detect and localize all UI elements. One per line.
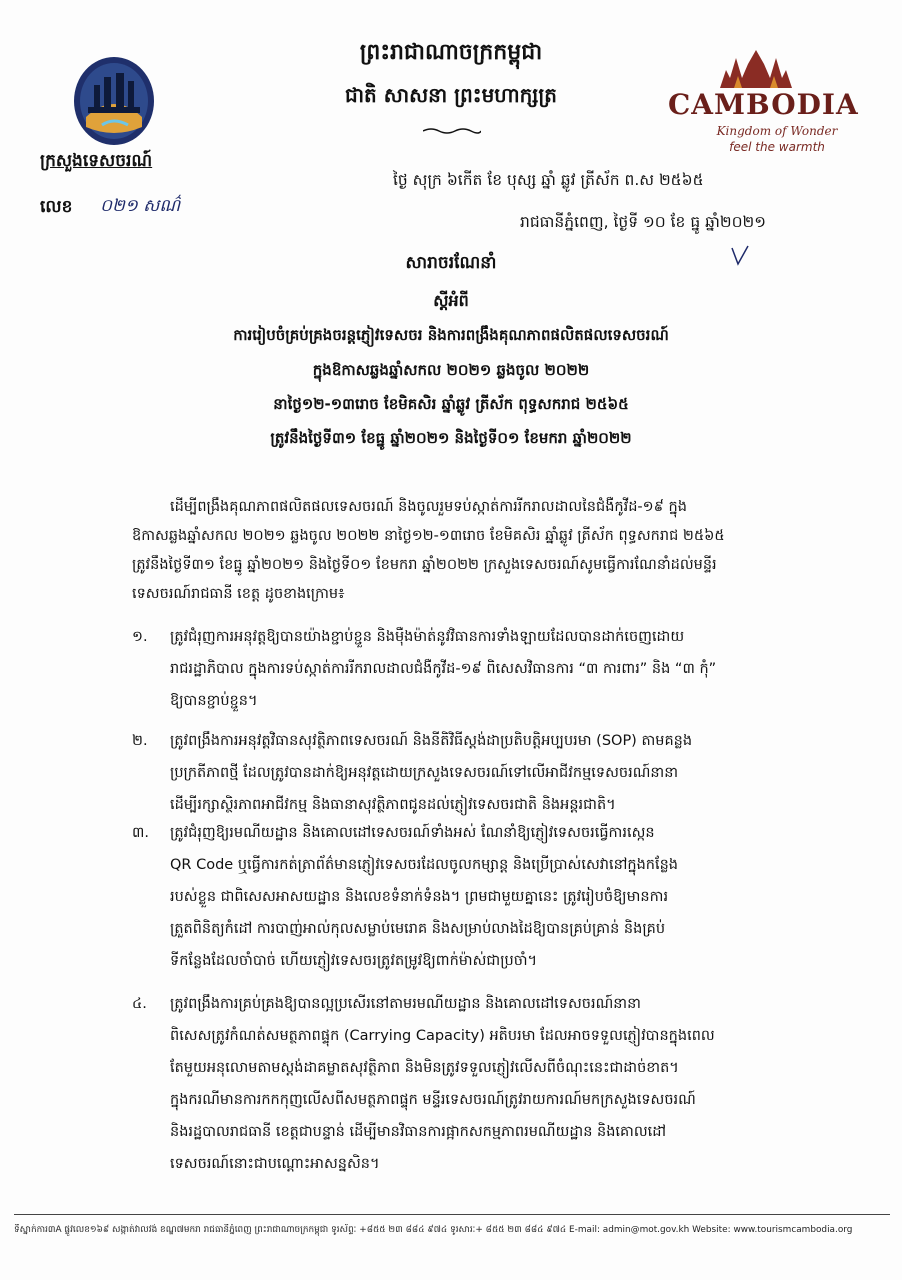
subject-line-3: នាថ្ងៃ១២-១៣រោច ខែមិគសិរ ឆ្នាំឆ្លូវ ត្រីស័ក ពុទ្ធសករាជ ២៥៦៥ xyxy=(273,395,629,413)
intro-line: ដើម្បីពង្រឹងគុណភាពផលិតផលទេសចរណ៍ និងចូលរួមទប់ស្កាត់ការរីករាលដាលនៃជំងឺកូវីដ-១៩ ក្នុង xyxy=(170,499,687,515)
item-line: ដើម្បីរក្សាស្ថិរភាពអាជីវកម្ម និងធានាសុវត្ថិភាពជូនដល់ភ្ញៀវទេសចរជាតិ និងអន្តរជាតិ។ xyxy=(170,797,616,813)
item-line: ទីកន្លែងដែលចាំបាច់ ហើយភ្ញៀវទេសចរត្រូវតម្រូវឱ្យពាក់ម៉ាស់ជាប្រចាំ។ xyxy=(170,953,538,969)
item-line: តែមួយអនុលោមតាមស្តង់ដាគម្លាតសុវត្ថិភាព និងមិនត្រូវទទួលភ្ញៀវលើសពីចំណុះនេះជាដាច់ខាត។ xyxy=(170,1060,679,1076)
letter-number-label: លេខ xyxy=(40,197,73,217)
brand-slogan: feel the warmth xyxy=(729,140,825,154)
item-line: ត្រូវពង្រឹងការអនុវត្តវិធានសុវត្ថិភាពទេសចរណ៍ និងនីតិវិធីស្តង់ដាប្រតិបត្តិអប្បបរមា (SOP) តាមគន្លង xyxy=(170,733,693,749)
intro-line: ទេសចរណ៍រាជធានី ខេត្ត ដូចខាងក្រោម៖ xyxy=(132,586,345,602)
letter-number-value: ០២១ សណ៌ xyxy=(100,196,181,216)
item-line: របស់ខ្លួន ជាពិសេសអាសយដ្ឋាន និងលេខទំនាក់ទំនង។ ព្រមជាមួយគ្នានេះ ត្រូវរៀបចំឱ្យមានការ xyxy=(170,889,669,905)
item-line: ក្នុងករណីមានការកកកុញលើសពីសមត្ថភាពផ្ទុក មន្ទីរទេសចរណ៍ត្រូវរាយការណ៍មកក្រសួងទេសចរណ៍ xyxy=(170,1092,696,1108)
document-type: សារាចរណែនាំ xyxy=(405,253,497,273)
item-number: ១. xyxy=(132,629,148,645)
item-line: ឱ្យបានខ្ជាប់ខ្ជួន។ xyxy=(170,693,258,709)
place-date: រាជធានីភ្នំពេញ, ថ្ងៃទី ១០ ខែ ធ្នូ ឆ្នាំ២០២១ xyxy=(520,213,767,231)
item-number: ២. xyxy=(132,733,148,749)
ministry-name: ក្រសួងទេសចរណ៍ xyxy=(40,151,153,171)
subject-line-2: ក្នុងឱកាសឆ្លងឆ្នាំសកល ២០២១ ឆ្លងចូល ២០២២ xyxy=(312,361,590,379)
item-number: ៤. xyxy=(132,996,147,1012)
item-line: ប្រក្រតីភាពថ្មី ដែលត្រូវបានដាក់ឱ្យអនុវត្តដោយក្រសួងទេសចរណ៍ទៅលើអាជីវកម្មទេសចរណ៍នានា xyxy=(170,765,679,781)
subject-label: ស្តីអំពី xyxy=(433,291,469,310)
footer-divider xyxy=(14,1214,890,1215)
brand-name: CAMBODIA xyxy=(668,88,859,121)
item-line: QR Code ឬធ្វើការកត់ត្រាព័ត៌មានភ្ញៀវទេសចរដែលចូលកម្សាន្ត និងប្រើប្រាស់សេវានៅក្នុងកន្លែង xyxy=(170,857,679,873)
item-line: ត្រួតពិនិត្យកំដៅ ការបាញ់អាល់កុលសម្លាប់មេរោគ និងសម្រាប់លាងដៃឱ្យបានគ្រប់គ្រាន់ និងគ្រប់ xyxy=(170,921,666,937)
brand-tagline: Kingdom of Wonder xyxy=(716,124,838,138)
national-motto: ជាតិ សាសនា ព្រះមហាក្សត្រ xyxy=(345,83,557,107)
footer-contact: ទីស្នាក់ការ៣A ផ្លូវលេខ១៦៩ សង្កាត់វាលវង់ ខណ្ឌ៧មករា រាជធានីភ្នំពេញ ព្រះរាជាណាចក្រកម្ពុជា ទូរស័ព្ទៈ +៨៥៥ ២៣ ៨៨៤ ៩៧៤ ទូរសារៈ+ ៨៥៥ ២៣ ៨៨៤ ៩៧៤ E-mail: admin@mot.gov.kh Website: www.tourismcambodia.org xyxy=(14,1225,853,1235)
item-line: ទេសចរណ៍នោះជាបណ្តោះអាសន្នសិន។ xyxy=(170,1156,380,1172)
lunar-date: ថ្ងៃ សុក្រ ៦កើត ខែ បុស្ស ឆ្នាំ ឆ្លូវ ត្រីស័ក ព.ស ២៥៦៥ xyxy=(393,171,704,189)
item-line: ត្រូវជំរុញឱ្យរមណីយដ្ឋាន និងគោលដៅទេសចរណ៍ទាំងអស់ ណែនាំឱ្យភ្ញៀវទេសចរធ្វើការស្កេន xyxy=(170,825,655,841)
item-line: រាជរដ្ឋាភិបាល ក្នុងការទប់ស្កាត់ការរីករាលដាលជំងឺកូវីដ-១៩ ពិសេសវិធានការ “៣ ការពារ” និង “៣ កុំ” xyxy=(170,661,717,677)
item-line: និងរដ្ឋបាលរាជធានី ខេត្តជាបន្ទាន់ ដើម្បីមានវិធានការផ្អាកសកម្មភាពរមណីយដ្ឋាន និងគោលដៅ xyxy=(170,1124,667,1140)
subject-line-4: ត្រូវនឹងថ្ងៃទី៣១ ខែធ្នូ ឆ្នាំ២០២១ និងថ្ងៃទី០១ ខែមករា ឆ្នាំ២០២២ xyxy=(270,429,632,447)
intro-line: ត្រូវនឹងថ្ងៃទី៣១ ខែធ្នូ ឆ្នាំ២០២១ និងថ្ងៃទី០១ ខែមករា ឆ្នាំ២០២២ ក្រសួងទេសចរណ៍សូមធ្វើការណែនាំដល់មន្ទីរ xyxy=(132,557,717,573)
decorative-ornament-icon xyxy=(423,127,481,135)
subject-line-1: ការរៀបចំគ្រប់គ្រងចរន្តភ្ញៀវទេសចរ និងការពង្រឹងគុណភាពផលិតផលទេសចរណ៍ xyxy=(233,326,669,344)
intro-line: ឱកាសឆ្លងឆ្នាំសកល ២០២១ ឆ្លងចូល ២០២២ នាថ្ងៃ១២-១៣រោច ខែមិគសិរ ឆ្នាំឆ្លូវ ត្រីស័ក ពុទ្ធសករាជ ២៥៦៥ xyxy=(132,528,725,544)
item-line: ត្រូវពង្រឹងការគ្រប់គ្រងឱ្យបានល្អប្រសើរនៅតាមរមណីយដ្ឋាន និងគោលដៅទេសចរណ៍នានា xyxy=(170,996,641,1012)
item-line: ពិសេសត្រូវកំណត់សមត្ថភាពផ្ទុក (Carrying Capacity) អតិបរមា ដែលអាចទទួលភ្ញៀវបានក្នុងពេល xyxy=(170,1028,715,1044)
kingdom-heading: ព្រះរាជាណាចក្រកម្ពុជា xyxy=(359,40,543,65)
item-line: ត្រូវជំរុញការអនុវត្តឱ្យបានយ៉ាងខ្ជាប់ខ្ជួន និងម៉ឺងម៉ាត់នូវវិធានការទាំងឡាយដែលបានដាក់ចេញដោយ xyxy=(170,629,685,645)
item-number: ៣. xyxy=(132,825,149,841)
